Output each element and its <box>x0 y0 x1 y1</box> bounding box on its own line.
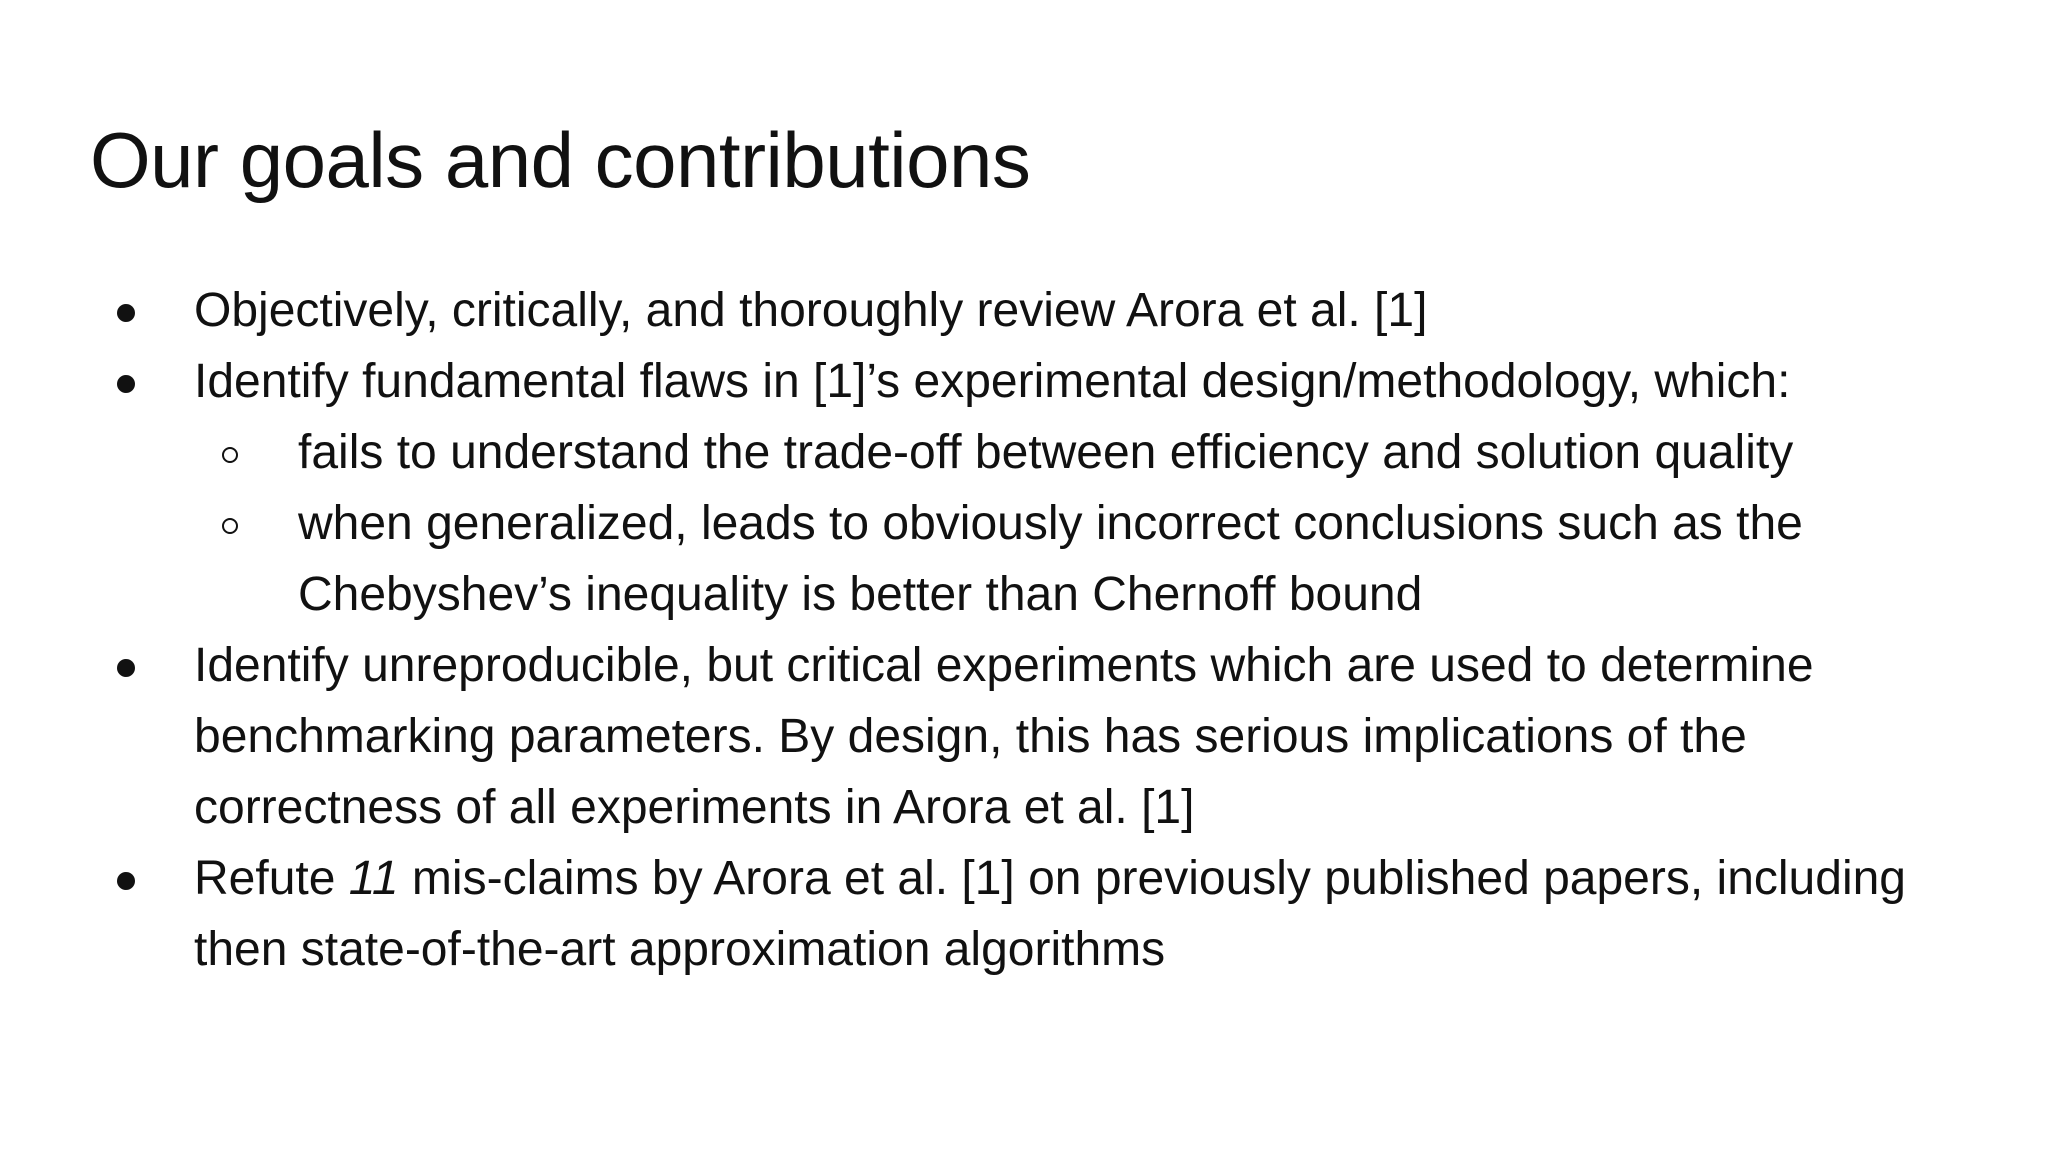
sub-bullet-text: when generalized, leads to obviously incorrect conclusions such as the Chebyshev’s inequality is better than Chernoff bound <box>298 497 1803 621</box>
bullet-item <box>0 275 2048 346</box>
bullet-dot-icon <box>106 346 146 417</box>
slide-title: Our goals and contributions <box>90 116 1031 204</box>
bullet-list <box>0 275 2048 985</box>
bullet-text-italic: 11 <box>348 852 399 905</box>
bullet-ring-icon <box>210 417 250 488</box>
bullet-text: Identify fundamental flaws in [1]’s experimental design/methodology, which: <box>194 355 1791 408</box>
bullet-text: Objectively, critically, and thoroughly review Arora et al. [1] <box>194 284 1428 337</box>
sub-bullet-item <box>0 417 2048 488</box>
bullet-ring-icon <box>210 488 250 559</box>
bullet-item <box>0 843 2048 985</box>
sub-bullet-item <box>0 488 2048 630</box>
sub-bullet-text: fails to understand the trade-off between efficiency and solution quality <box>298 426 1794 479</box>
bullet-text-before: Refute <box>194 852 349 905</box>
bullet-dot-icon <box>106 275 146 346</box>
bullet-item <box>0 346 2048 417</box>
bullet-dot-icon <box>106 630 146 701</box>
bullet-item <box>0 630 2048 843</box>
bullet-dot-icon <box>106 843 146 914</box>
bullet-text: Identify unreproducible, but critical experiments which are used to determine benchmarking parameters. By design, this has serious implications of the correctness of all experiments in Arora et al. [1] <box>194 639 1814 834</box>
bullet-text-after: mis-claims by Arora et al. [1] on previously published papers, including then state-of-the-art approximation algorithms <box>194 852 1906 976</box>
